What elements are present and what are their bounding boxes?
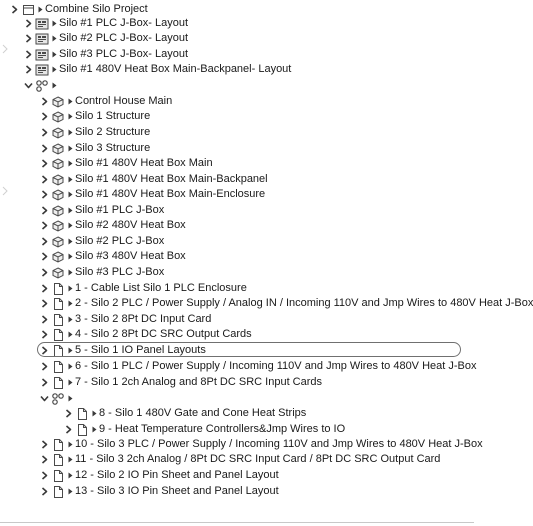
chevron-right-icon[interactable] xyxy=(40,439,49,451)
tree-row[interactable] xyxy=(24,16,188,31)
tree-row[interactable] xyxy=(40,265,164,280)
chevron-right-icon[interactable] xyxy=(40,486,49,498)
caret-right-icon[interactable] xyxy=(67,174,73,186)
tree-row-label: Silo #1 480V Heat Box Main xyxy=(75,157,213,169)
tree-row[interactable] xyxy=(40,94,172,109)
tree-row[interactable] xyxy=(40,125,150,140)
page-icon xyxy=(51,313,65,326)
caret-right-icon[interactable] xyxy=(67,393,73,405)
tree-row[interactable] xyxy=(40,359,476,374)
tree-row[interactable] xyxy=(40,187,265,202)
hierarchy-icon xyxy=(35,79,49,92)
tree-row-label: 5 - Silo 1 IO Panel Layouts xyxy=(75,344,206,356)
layout-sheet-icon xyxy=(35,17,49,30)
tree-row-label: 10 - Silo 3 PLC / Power Supply / Incoming 110V and Jmp Wires to 480V Heat J-Box xyxy=(75,438,483,450)
tree-row-label: Silo #3 PLC J-Box- Layout xyxy=(59,48,189,60)
tree-row-label: 12 - Silo 2 IO Pin Sheet and Panel Layout xyxy=(75,469,279,481)
page-icon xyxy=(75,407,89,420)
chevron-down-icon[interactable] xyxy=(24,80,33,92)
tree-row-label: 2 - Silo 2 PLC / Power Supply / Analog IN / Incoming 110V and Jmp Wires to 480V Heat J-Box xyxy=(75,297,533,309)
caret-right-icon[interactable] xyxy=(67,96,73,108)
caret-right-icon[interactable] xyxy=(51,18,57,30)
tree-row[interactable] xyxy=(24,62,291,77)
tree-row-label: 7 - Silo 1 2ch Analog and 8Pt DC SRC Input Cards xyxy=(75,376,323,388)
tree-row[interactable] xyxy=(40,218,186,233)
tree-row[interactable] xyxy=(40,203,164,218)
caret-right-icon[interactable] xyxy=(67,189,73,201)
chevron-right-icon[interactable] xyxy=(24,18,33,30)
folder-icon xyxy=(21,3,35,16)
chevron-right-icon[interactable] xyxy=(40,96,49,108)
selection-outline xyxy=(37,342,461,357)
caret-right-icon[interactable] xyxy=(67,143,73,155)
caret-right-icon[interactable] xyxy=(67,377,73,389)
cube-icon xyxy=(51,235,65,248)
tree-row-label: 3 - Silo 2 8Pt DC Input Card xyxy=(75,313,212,325)
cube-icon xyxy=(51,126,65,139)
chevron-right-icon[interactable] xyxy=(40,111,49,123)
chevron-right-icon[interactable] xyxy=(64,408,73,420)
tree-row[interactable] xyxy=(40,468,279,483)
caret-right-icon[interactable] xyxy=(67,314,73,326)
tree-row[interactable] xyxy=(64,406,306,421)
tree-row[interactable] xyxy=(40,452,440,467)
caret-right-icon[interactable] xyxy=(67,267,73,279)
tree-row[interactable] xyxy=(40,312,211,327)
layout-sheet-icon xyxy=(35,48,49,61)
chevron-right-icon[interactable] xyxy=(64,424,73,436)
tree-row-label: 6 - Silo 1 PLC / Power Supply / Incoming 110V and Jmp Wires to 480V Heat J-Box xyxy=(75,360,477,372)
caret-right-icon[interactable] xyxy=(67,361,73,373)
tree-row-label: Silo #1 480V Heat Box Main-Enclosure xyxy=(75,188,266,200)
tree-row-label: 1 - Cable List Silo 1 PLC Enclosure xyxy=(75,282,247,294)
caret-right-icon[interactable] xyxy=(91,408,97,420)
tree-row-label: Silo #1 480V Heat Box Main-Backpanel xyxy=(75,173,268,185)
chevron-right-icon[interactable] xyxy=(40,298,49,310)
caret-right-icon[interactable] xyxy=(37,4,43,16)
chevron-right-icon[interactable] xyxy=(40,470,49,482)
tree-row-label: Silo 1 Structure xyxy=(75,110,151,122)
chevron-right-icon[interactable] xyxy=(40,127,49,139)
chevron-right-icon[interactable] xyxy=(40,377,49,389)
tree-row[interactable] xyxy=(24,31,188,46)
chevron-right-icon[interactable] xyxy=(40,329,49,341)
tree-row[interactable] xyxy=(40,296,533,311)
page-icon xyxy=(51,469,65,482)
caret-right-icon[interactable] xyxy=(67,486,73,498)
chevron-right-icon[interactable] xyxy=(40,174,49,186)
tree-row[interactable] xyxy=(40,156,213,171)
chevron-right-icon[interactable] xyxy=(10,4,19,16)
hierarchy-icon xyxy=(51,392,65,405)
cube-icon xyxy=(51,157,65,170)
tree-row[interactable] xyxy=(24,78,59,93)
tree-row-label: 8 - Silo 1 480V Gate and Cone Heat Strips xyxy=(99,407,307,419)
tree-row-label: Silo #1 PLC J-Box- Layout xyxy=(59,17,189,29)
caret-right-icon[interactable] xyxy=(67,439,73,451)
tree-row[interactable] xyxy=(40,234,164,249)
tree-row[interactable] xyxy=(40,437,483,452)
tree-row[interactable] xyxy=(40,249,186,264)
chevron-right-icon[interactable] xyxy=(40,189,49,201)
chevron-right-icon[interactable] xyxy=(40,251,49,263)
caret-right-icon[interactable] xyxy=(91,424,97,436)
page-icon xyxy=(51,282,65,295)
chevron-right-icon[interactable] xyxy=(40,158,49,170)
gutter-marker xyxy=(2,186,8,196)
chevron-right-icon[interactable] xyxy=(24,49,33,61)
tree-row-label: Combine Silo Project xyxy=(45,3,148,15)
chevron-right-icon[interactable] xyxy=(40,361,49,373)
page-icon xyxy=(51,453,65,466)
cube-icon xyxy=(51,188,65,201)
tree-row-label: Silo #1 PLC J-Box xyxy=(75,204,165,216)
bottom-divider xyxy=(0,522,474,523)
tree-row[interactable] xyxy=(24,47,188,62)
cube-icon xyxy=(51,110,65,123)
chevron-right-icon[interactable] xyxy=(40,314,49,326)
chevron-right-icon[interactable] xyxy=(24,33,33,45)
chevron-right-icon[interactable] xyxy=(40,267,49,279)
tree-row-label: Silo #3 PLC J-Box xyxy=(75,266,165,278)
chevron-right-icon[interactable] xyxy=(40,143,49,155)
chevron-down-icon[interactable] xyxy=(40,393,49,405)
caret-right-icon[interactable] xyxy=(67,329,73,341)
tree-row-label: 4 - Silo 2 8Pt DC SRC Output Cards xyxy=(75,328,252,340)
caret-right-icon[interactable] xyxy=(67,470,73,482)
caret-right-icon[interactable] xyxy=(67,236,73,248)
caret-right-icon[interactable] xyxy=(67,251,73,263)
tree-row-label: Control House Main xyxy=(75,95,173,107)
chevron-right-icon[interactable] xyxy=(40,205,49,217)
tree-row-label: 13 - Silo 3 IO Pin Sheet and Panel Layout xyxy=(75,485,279,497)
chevron-right-icon[interactable] xyxy=(24,64,33,76)
tree-row[interactable] xyxy=(40,141,150,156)
cube-icon xyxy=(51,95,65,108)
caret-right-icon[interactable] xyxy=(51,80,57,92)
page-icon xyxy=(75,423,89,436)
tree-row-label: Silo #3 480V Heat Box xyxy=(75,250,186,262)
tree-row-label: Silo #1 480V Heat Box Main-Backpanel- Layout xyxy=(59,63,292,75)
page-icon xyxy=(51,438,65,451)
chevron-right-icon[interactable] xyxy=(40,454,49,466)
caret-right-icon[interactable] xyxy=(51,64,57,76)
cube-icon xyxy=(51,204,65,217)
caret-right-icon[interactable] xyxy=(67,298,73,310)
tree-row[interactable] xyxy=(40,391,75,406)
caret-right-icon[interactable] xyxy=(51,49,57,61)
tree-row-label: Silo #2 480V Heat Box xyxy=(75,219,186,231)
caret-right-icon[interactable] xyxy=(67,127,73,139)
tree-row[interactable] xyxy=(40,109,150,124)
tree-row[interactable] xyxy=(40,375,322,390)
caret-right-icon[interactable] xyxy=(67,158,73,170)
layout-sheet-icon xyxy=(35,63,49,76)
chevron-right-icon[interactable] xyxy=(40,283,49,295)
tree-row-label: 9 - Heat Temperature Controllers&Jmp Wires to IO xyxy=(99,423,346,435)
page-icon xyxy=(51,485,65,498)
tree-row-label: 11 - Silo 3 2ch Analog / 8Pt DC SRC Input Card / 8Pt DC SRC Output Card xyxy=(75,453,441,465)
tree-row[interactable] xyxy=(64,422,345,437)
tree-row[interactable] xyxy=(40,281,247,296)
cube-icon xyxy=(51,266,65,279)
chevron-right-icon[interactable] xyxy=(40,220,49,232)
caret-right-icon[interactable] xyxy=(67,283,73,295)
tree-row[interactable] xyxy=(40,172,268,187)
gutter-marker xyxy=(2,44,8,54)
caret-right-icon[interactable] xyxy=(67,205,73,217)
caret-right-icon[interactable] xyxy=(67,111,73,123)
layout-sheet-icon xyxy=(35,32,49,45)
tree-row[interactable] xyxy=(10,2,148,17)
page-icon xyxy=(51,360,65,373)
caret-right-icon[interactable] xyxy=(67,454,73,466)
page-icon xyxy=(51,328,65,341)
caret-right-icon[interactable] xyxy=(67,220,73,232)
tree-row-label: Silo #2 PLC J-Box- Layout xyxy=(59,32,189,44)
chevron-right-icon[interactable] xyxy=(40,236,49,248)
page-icon xyxy=(51,297,65,310)
page-icon xyxy=(51,376,65,389)
tree-row[interactable] xyxy=(40,484,279,499)
cube-icon xyxy=(51,173,65,186)
caret-right-icon[interactable] xyxy=(51,33,57,45)
cube-icon xyxy=(51,219,65,232)
tree-row-label: Silo 2 Structure xyxy=(75,126,151,138)
cube-icon xyxy=(51,250,65,263)
cube-icon xyxy=(51,142,65,155)
tree-row-label: Silo #2 PLC J-Box xyxy=(75,235,165,247)
tree-row[interactable] xyxy=(40,327,252,342)
tree-row-label: Silo 3 Structure xyxy=(75,142,151,154)
